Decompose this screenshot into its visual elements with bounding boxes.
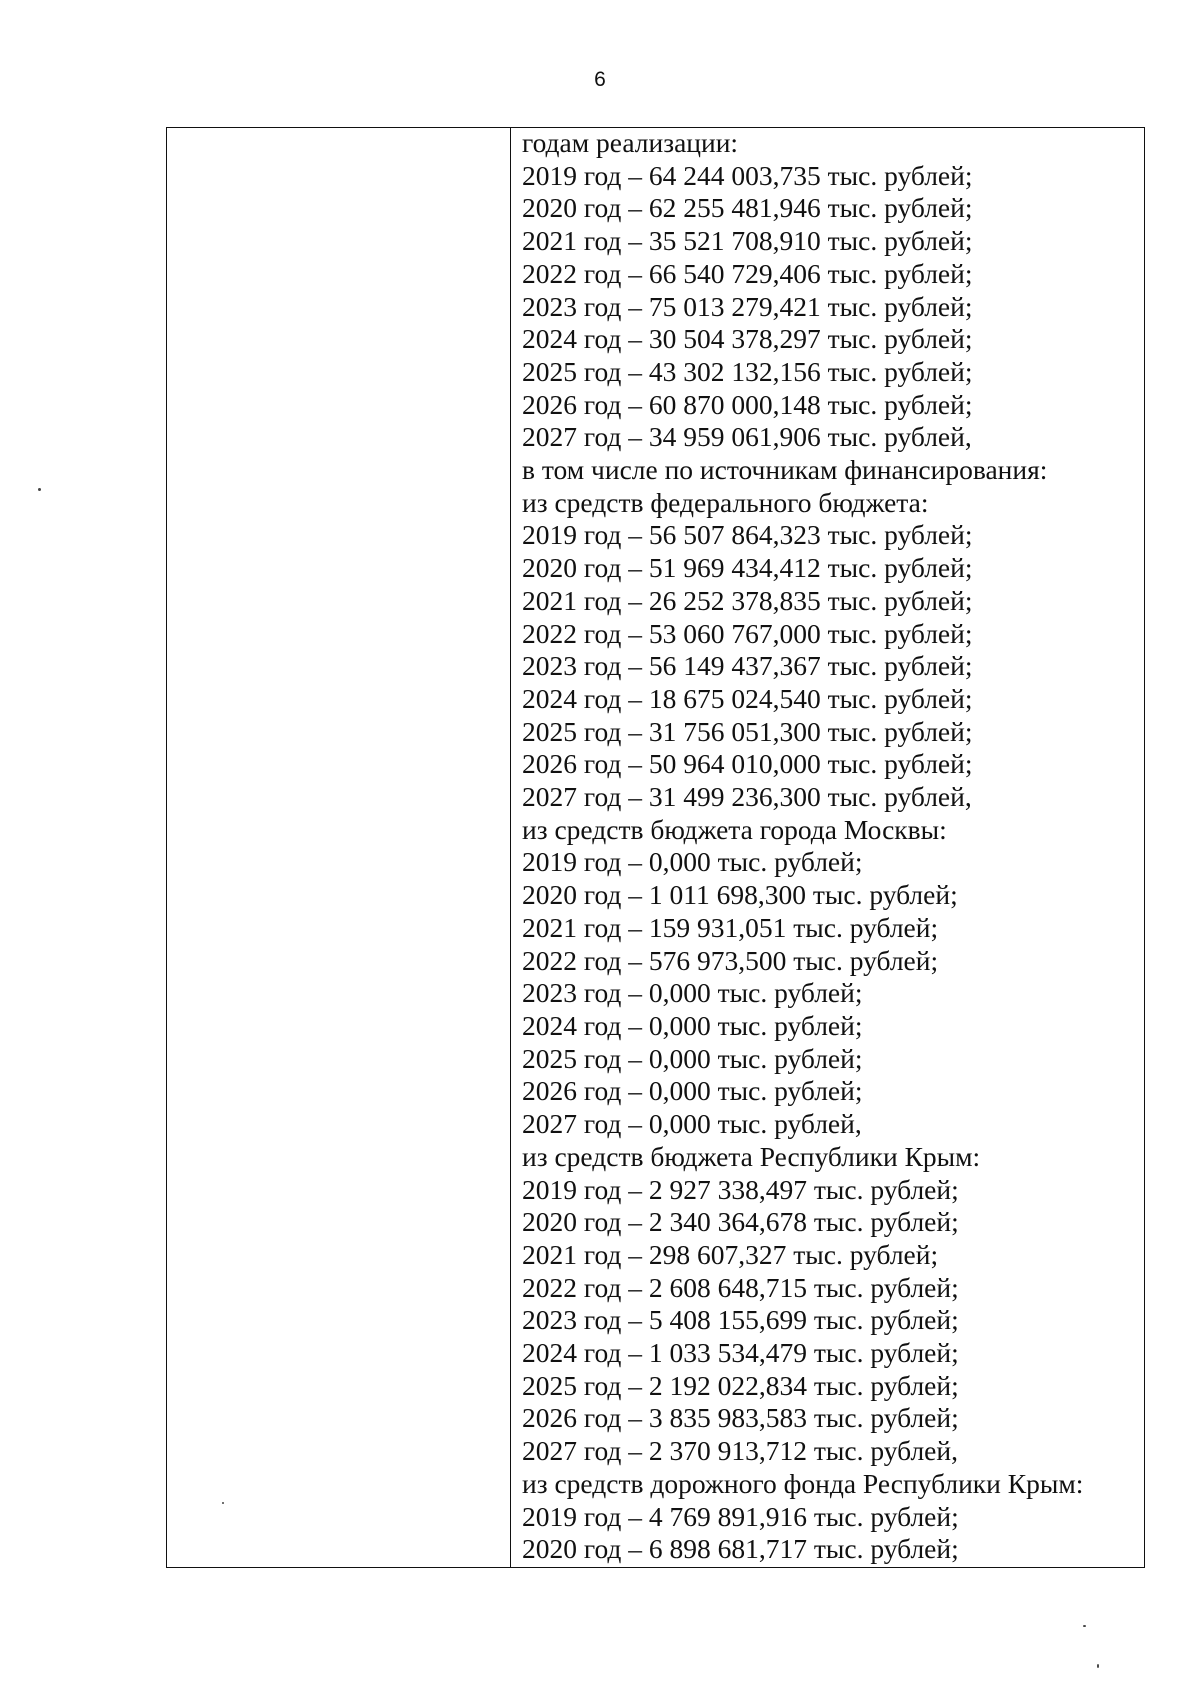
- funding-line: 2021 год – 35 521 708,910 тыс. рублей;: [522, 225, 973, 257]
- funding-line: из средств федерального бюджета:: [522, 486, 929, 518]
- funding-line: 2021 год – 26 252 378,835 тыс. рублей;: [522, 584, 973, 616]
- funding-line: 2027 год – 34 959 061,906 тыс. рублей,: [522, 421, 972, 453]
- funding-line: 2019 год – 64 244 003,735 тыс. рублей;: [522, 159, 973, 191]
- funding-line: 2023 год – 5 408 155,699 тыс. рублей;: [522, 1304, 959, 1336]
- funding-line: 2019 год – 4 769 891,916 тыс. рублей;: [522, 1500, 959, 1532]
- funding-line: 2019 год – 0,000 тыс. рублей;: [522, 846, 863, 878]
- funding-line: из средств бюджета Республики Крым:: [522, 1140, 981, 1172]
- funding-line: 2026 год – 3 835 983,583 тыс. рублей;: [522, 1402, 959, 1434]
- funding-line: 2019 год – 2 927 338,497 тыс. рублей;: [522, 1173, 959, 1205]
- funding-line: из средств дорожного фонда Республики Крым:: [522, 1467, 1084, 1499]
- funding-line: 2019 год – 56 507 864,323 тыс. рублей;: [522, 519, 973, 551]
- funding-line: из средств бюджета города Москвы:: [522, 813, 947, 845]
- funding-line: 2026 год – 50 964 010,000 тыс. рублей;: [522, 748, 973, 780]
- funding-line: 2022 год – 53 060 767,000 тыс. рублей;: [522, 617, 973, 649]
- funding-line: в том числе по источникам финансирования:: [522, 454, 1048, 486]
- funding-line: 2022 год – 66 540 729,406 тыс. рублей;: [522, 257, 973, 289]
- table-right-cell: [511, 128, 1144, 1567]
- funding-line: 2024 год – 30 504 378,297 тыс. рублей;: [522, 323, 973, 355]
- funding-line: 2023 год – 75 013 279,421 тыс. рублей;: [522, 290, 973, 322]
- funding-line: 2020 год – 1 011 698,300 тыс. рублей;: [522, 879, 958, 911]
- scan-speck: [1083, 1625, 1086, 1627]
- funding-line: 2020 год – 6 898 681,717 тыс. рублей;: [522, 1533, 959, 1565]
- funding-line: 2025 год – 2 192 022,834 тыс. рублей;: [522, 1369, 959, 1401]
- funding-line: 2021 год – 298 607,327 тыс. рублей;: [522, 1238, 939, 1270]
- funding-line: 2020 год – 62 255 481,946 тыс. рублей;: [522, 192, 973, 224]
- funding-line: 2026 год – 0,000 тыс. рублей;: [522, 1075, 863, 1107]
- funding-table: [166, 127, 1145, 1568]
- table-left-cell: [167, 128, 511, 1567]
- funding-line: 2024 год – 1 033 534,479 тыс. рублей;: [522, 1337, 959, 1369]
- funding-line: 2021 год – 159 931,051 тыс. рублей;: [522, 911, 939, 943]
- funding-line: 2023 год – 56 149 437,367 тыс. рублей;: [522, 650, 973, 682]
- scan-speck: [222, 1502, 224, 1504]
- page-number: 6: [594, 68, 606, 91]
- funding-line: 2026 год – 60 870 000,148 тыс. рублей;: [522, 388, 973, 420]
- funding-line: 2025 год – 0,000 тыс. рублей;: [522, 1042, 863, 1074]
- funding-line: 2022 год – 576 973,500 тыс. рублей;: [522, 944, 939, 976]
- funding-line: 2024 год – 0,000 тыс. рублей;: [522, 1009, 863, 1041]
- funding-line: 2025 год – 31 756 051,300 тыс. рублей;: [522, 715, 973, 747]
- funding-lines: [522, 128, 1144, 1566]
- funding-line: 2020 год – 2 340 364,678 тыс. рублей;: [522, 1206, 959, 1238]
- funding-line: годам реализации:: [522, 128, 739, 158]
- funding-line: 2025 год – 43 302 132,156 тыс. рублей;: [522, 355, 973, 387]
- scan-speck: [38, 488, 41, 491]
- funding-line: 2023 год – 0,000 тыс. рублей;: [522, 977, 863, 1009]
- funding-line: 2027 год – 2 370 913,712 тыс. рублей,: [522, 1435, 958, 1467]
- funding-line: 2020 год – 51 969 434,412 тыс. рублей;: [522, 552, 973, 584]
- funding-line: 2027 год – 31 499 236,300 тыс. рублей,: [522, 781, 972, 813]
- scan-speck: [1097, 1664, 1099, 1668]
- funding-line: 2027 год – 0,000 тыс. рублей,: [522, 1108, 862, 1140]
- funding-line: 2022 год – 2 608 648,715 тыс. рублей;: [522, 1271, 959, 1303]
- funding-line: 2024 год – 18 675 024,540 тыс. рублей;: [522, 682, 973, 714]
